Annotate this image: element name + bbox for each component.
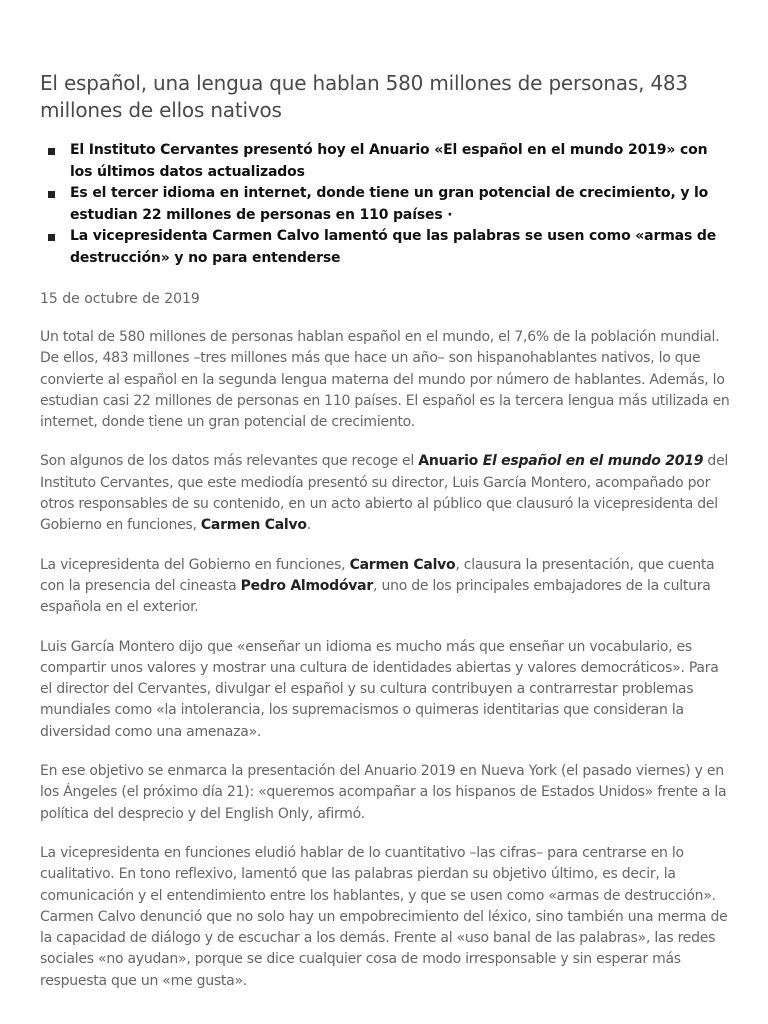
highlight-text: Es el tercer idioma en internet, donde tiene un gran potencial de crecimiento, y lo estudian 22 millones de personas en 110 países · <box>70 185 709 223</box>
highlight-item <box>40 226 730 269</box>
bold-text: Anuario <box>418 453 483 470</box>
square-bullet-icon <box>48 148 55 155</box>
paragraph-6: La vicepresidenta en funciones eludió hablar de lo cuantitativo –las cifras– para centrarse en lo cualitativo. En tono reflexivo, lamentó que las palabras pierdan su objetivo último, es decir, la comunicación y el entendimiento entre los hablantes, y que se usen como «armas de destrucción». Carmen Calvo denunció que no solo hay un empobrecimiento del léxico, sino también una merma de la capacidad de diálogo y de escuchar a los demás. Frente al «uso banal de las palabras», las redes sociales «no ayudan», porque se dice cualquier cosa de modo irresponsable y sin esperar más respuesta que un «me gusta». <box>40 844 728 989</box>
person-name: Pedro Almodóvar <box>240 577 374 594</box>
highlight-text: La vicepresidenta Carmen Calvo lamentó que las palabras se usen como «armas de destrucción» y no para entenderse <box>70 228 717 266</box>
highlight-item <box>40 183 730 226</box>
article-headline: El español, una lengua que hablan 580 millones de personas, 483 millones de ellos nativos <box>40 71 688 122</box>
paragraph-text: , clausura la presentación, que cuenta con la presencia del cineasta <box>40 556 715 594</box>
paragraph-text: del Instituto Cervantes, que este mediodía presentó su director, Luis García Montero, acompañado por otros responsables de su contenido, en un acto abierto al público que clausuró la vicepresidenta del Gobierno en funciones, <box>40 453 729 534</box>
paragraph-3 <box>40 555 730 619</box>
paragraph-1: Un total de 580 millones de personas hablan español en el mundo, el 7,6% de la población mundial. De ellos, 483 millones –tres millones más que hace un año– son hispanohablantes nativos, lo que convierte al español en la segunda lengua materna del mundo por número de hablantes. Además, lo estudian casi 22 millones de personas en 110 países. El español es la tercera lengua más utilizada en internet, donde tiene un gran potencial de crecimiento. <box>40 329 730 431</box>
paragraph-4: Luis García Montero dijo que «enseñar un idioma es mucho más que enseñar un vocabulario, es compartir unos valores y mostrar una cultura de identidades abiertas y valores democráticos». Para el director del Cervantes, divulgar el español y su cultura contribuyen a contrarrestar problemas mundiales como «la intolerancia, los supremacismos o quimeras identitarias que consideran la diversidad como una amenaza». <box>40 638 719 740</box>
paragraph-5: En ese objetivo se enmarca la presentación del Anuario 2019 en Nueva York (el pasado viernes) y en los Ángeles (el próximo día 21): «queremos acompañar a los hispanos de Estados Unidos» frente a la política del desprecio y del English Only, afirmó. <box>40 763 727 822</box>
paragraph-text: . <box>306 517 311 534</box>
paragraph-text: Son algunos de los datos más relevantes que recoge el <box>40 453 419 470</box>
paragraph-2 <box>40 451 730 536</box>
person-name: Carmen Calvo <box>349 556 456 573</box>
square-bullet-icon <box>48 234 55 241</box>
highlights-list <box>40 140 730 269</box>
person-name: Carmen Calvo <box>200 517 307 534</box>
publication-title: El español en el mundo 2019 <box>482 453 704 470</box>
paragraph-text: La vicepresidenta del Gobierno en funciones, <box>40 556 350 573</box>
square-bullet-icon <box>48 191 55 198</box>
highlight-item <box>40 140 730 183</box>
paragraph-text: , uno de los principales embajadores de la cultura española en el exterior. <box>40 577 711 616</box>
publish-date: 15 de octubre de 2019 <box>40 291 200 307</box>
highlight-text: El Instituto Cervantes presentó hoy el Anuario «El español en el mundo 2019» con los últimos datos actualizados <box>70 142 708 180</box>
